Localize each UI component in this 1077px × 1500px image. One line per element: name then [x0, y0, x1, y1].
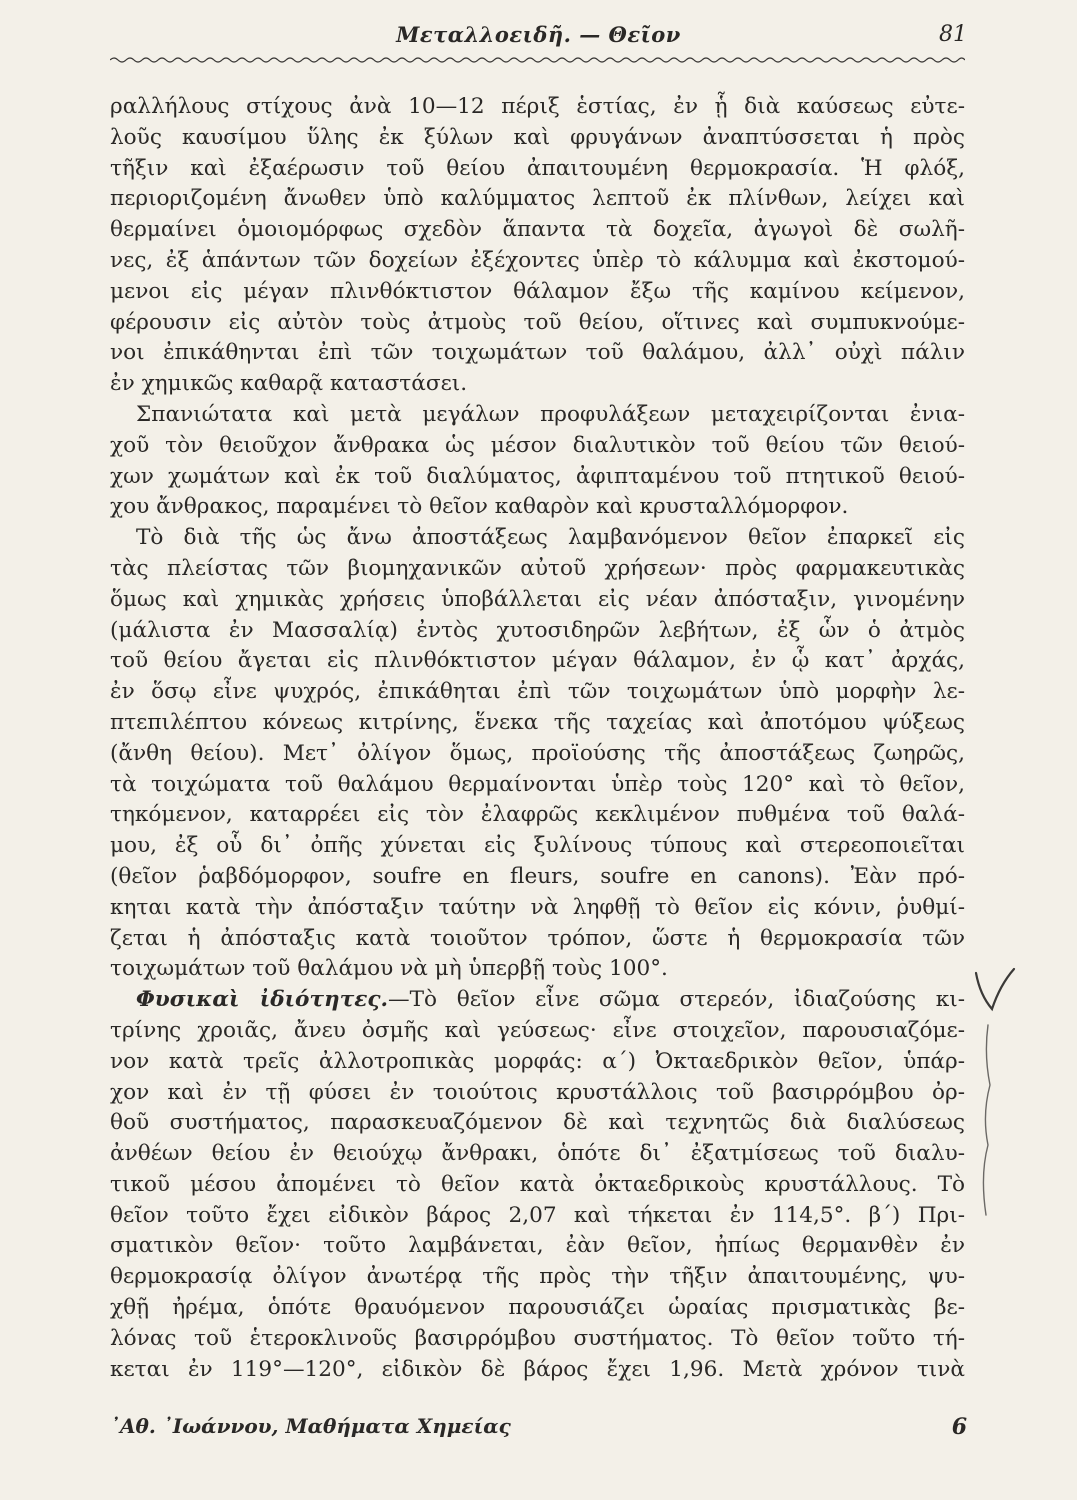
text-line: θερμοκρασίᾳ ὀλίγον ἀνωτέρᾳ τῆς πρὸς τὴν τῆξιν ἀπαιτουμένης, ψυ- [110, 1264, 965, 1290]
paragraph-4 [110, 985, 965, 1385]
text-line: θεῖον τοῦτο ἔχει εἰδικὸν βάρος 2,07 καὶ τήκεται ἐν 114,5°. β´) Πρι- [110, 1202, 965, 1228]
text-line: χον καὶ ἐν τῇ φύσει ἐν τοιούτοις κρυστάλλοις τοῦ βασιρρόμβου ὀρ- [110, 1079, 965, 1105]
text-line: κεται ἐν 119°—120°, εἰδικὸν δὲ βάρος ἔχει 1,96. Μετὰ χρόνον τινὰ [110, 1356, 965, 1382]
text-line: πτεπιλέπτου κόνεως κιτρίνης, ἕνεκα τῆς ταχείας καὶ ἀποτόμου ψύξεως [110, 709, 965, 735]
text-line: (ἄνθη θείου). Μετ᾽ ὀλίγον ὅμως, προϊούσης τῆς ἀποστάξεως ζωηρῶς, [110, 740, 965, 766]
text-line: τικοῦ μέσου ἀπομένει τὸ θεῖον κατὰ ὀκταεδρικοὺς κρυστάλλους. Τὸ [110, 1171, 965, 1197]
body-text [110, 92, 965, 1385]
signature-mark: 6 [951, 1414, 967, 1440]
text-line: λόνας τοῦ ἑτεροκλινοῦς βασιρρόμβου συστήματος. Τὸ θεῖον τοῦτο τή- [110, 1325, 965, 1351]
text-line: λοῦς καυσίμου ὕλης ἐκ ξύλων καὶ φρυγάνων ἀναπτύσσεται ἡ πρὸς [110, 124, 965, 150]
text-line: ζεται ἡ ἀπόσταξις κατὰ τοιοῦτον τρόπον, ὥστε ἡ θερμοκρασία τῶν [110, 925, 965, 951]
text-line: νον κατὰ τρεῖς ἀλλοτροπικὰς μορφάς: α´) Ὀκταεδρικὸν θεῖον, ὑπάρ- [110, 1048, 965, 1074]
text-line: χων χωμάτων καὶ ἐκ τοῦ διαλύματος, ἀφιπταμένου τοῦ πτητικοῦ θειού- [110, 463, 965, 489]
paragraph-2 [110, 400, 965, 492]
text-line: κηται κατὰ τὴν ἀπόσταξιν ταύτην νὰ ληφθῇ τὸ θεῖον εἰς κόνιν, ῥυθμί- [110, 894, 965, 920]
text-line: Τὸ διὰ τῆς ὡς ἄνω ἀποστάξεως λαμβανόμενον θεῖον ἐπαρκεῖ εἰς [136, 525, 965, 551]
text-line: νοι ἐπικάθηνται ἐπὶ τῶν τοιχωμάτων τοῦ θαλάμου, ἀλλ᾽ οὐχὶ πάλιν [110, 340, 965, 366]
text-line: περιοριζομένη ἄνωθεν ὑπὸ καλύμματος λεπτοῦ ἐκ πλίνθων, λείχει καὶ [110, 186, 965, 212]
text-line: (μάλιστα ἐν Μασσαλίᾳ) ἐντὸς χυτοσιδηρῶν λεβήτων, ἐξ ὧν ὁ ἀτμὸς [110, 617, 965, 643]
text-line: φέρουσιν εἰς αὐτὸν τοὺς ἀτμοὺς τοῦ θείου, οἵτινες καὶ συμπυκνούμε- [110, 309, 965, 335]
text-line: ραλλήλους στίχους ἀνὰ 10—12 πέριξ ἑστίας, ἐν ᾗ διὰ καύσεως εὐτε- [110, 94, 965, 119]
paragraph-2-end [110, 492, 965, 523]
text-line: ὅμως καὶ χημικὰς χρήσεις ὑποβάλλεται εἰς νέαν ἀπόσταξιν, γινομένην [110, 586, 965, 612]
book-title: ᾽Αθ. ᾽Ιωάννου, Μαθήματα Χημείας [110, 1414, 511, 1438]
text-line: μενοι εἰς μέγαν πλινθόκτιστον θάλαμον ἔξω τῆς καμίνου κείμενον, [110, 278, 965, 304]
text-line: τρίνης χροιᾶς, ἄνευ ὀσμῆς καὶ γεύσεως· εἶνε στοιχεῖον, παρουσιαζόμε- [110, 1017, 965, 1043]
handwritten-margin-mark [970, 965, 1040, 1225]
page-number: 81 [939, 22, 967, 47]
text-line: τὰς πλείστας τῶν βιομηχανικῶν αὐτοῦ χρήσεων· πρὸς φαρμακευτικὰς [110, 555, 965, 581]
text-line: τὰ τοιχώματα τοῦ θαλάμου θερμαίνονται ὑπὲρ τοὺς 120° καὶ τὸ θεῖον, [110, 771, 965, 797]
text-line: ἀνθέων θείου ἐν θειούχῳ ἄνθρακι, ὁπότε δι᾽ ἐξατμίσεως τοῦ διαλυ- [110, 1141, 965, 1167]
text-line: χου ἄνθρακος, παραμένει τὸ θεῖον καθαρὸν καὶ κρυσταλλόμορφον. [110, 494, 849, 520]
text-line: θοῦ συστήματος, παρασκευαζόμενον δὲ καὶ τεχνητῶς διὰ διαλύσεως [110, 1110, 965, 1136]
paragraph-1-end [110, 369, 965, 400]
running-title: Μεταλλοειδῆ. — Θεῖον [396, 22, 681, 47]
text-line: τοιχωμάτων τοῦ θαλάμου νὰ μὴ ὑπερβῇ τοὺς 100°. [110, 956, 668, 982]
paragraph-3-end [110, 954, 965, 985]
text-line: τοῦ θείου ἄγεται εἰς πλινθόκτιστον μέγαν θάλαμον, ἐν ᾧ κατ᾽ ἀρχάς, [110, 648, 965, 674]
text-line: Σπανιώτατα καὶ μετὰ μεγάλων προφυλάξεων μεταχειρίζονται ἐνια- [136, 401, 965, 427]
header-ornamental-rule [110, 56, 965, 64]
text-line: σματικὸν θεῖον· τοῦτο λαμβάνεται, ἐὰν θεῖον, ἠπίως θερμανθὲν ἐν [110, 1233, 965, 1259]
footer [110, 1414, 967, 1444]
paragraph-3 [110, 523, 965, 954]
text-line: τῆξιν καὶ ἐξαέρωσιν τοῦ θείου ἀπαιτουμένη θερμοκρασία. Ἡ φλόξ, [110, 155, 965, 181]
text-line: θερμαίνει ὁμοιομόρφως σχεδὸν ἅπαντα τὰ δοχεῖα, ἀγωγοὶ δὲ σωλῆ- [110, 217, 965, 243]
text-line: ἐν χημικῶς καθαρᾷ καταστάσει. [110, 371, 468, 397]
text-line: χθῇ ἠρέμα, ὁπότε θραυόμενον παρουσιάζει ὡραίας πρισματικὰς βε- [110, 1295, 965, 1321]
text-line: χοῦ τὸν θειοῦχον ἄνθρακα ὡς μέσον διαλυτικὸν τοῦ θείου τῶν θειού- [110, 432, 965, 458]
text-line: (θεῖον ῥαβδόμορφον, soufre en fleurs, soufre en canons). Ἐὰν πρό- [110, 863, 965, 889]
text-line: νες, ἐξ ἁπάντων τῶν δοχείων ἐξέχοντες ὑπὲρ τὸ κάλυμμα καὶ ἐκστομού- [110, 247, 965, 273]
running-head [110, 22, 967, 54]
text-line: —Τὸ θεῖον εἶνε σῶμα στερεόν, ἰδιαζούσης κι- [388, 987, 965, 1013]
paragraph-1 [110, 92, 965, 369]
text-line: τηκόμενον, καταρρέει εἰς τὸν ἐλαφρῶς κεκλιμένον πυθμένα τοῦ θαλά- [110, 802, 965, 828]
text-line: ἐν ὅσῳ εἶνε ψυχρός, ἐπικάθηται ἐπὶ τῶν τοιχωμάτων ὑπὸ μορφὴν λε- [110, 679, 965, 705]
section-heading: Φυσικαὶ ἰδιότητες. [136, 987, 389, 1013]
text-line: μου, ἐξ οὗ δι᾽ ὀπῆς χύνεται εἰς ξυλίνους τύπους καὶ στερεοποιεῖται [110, 833, 965, 859]
